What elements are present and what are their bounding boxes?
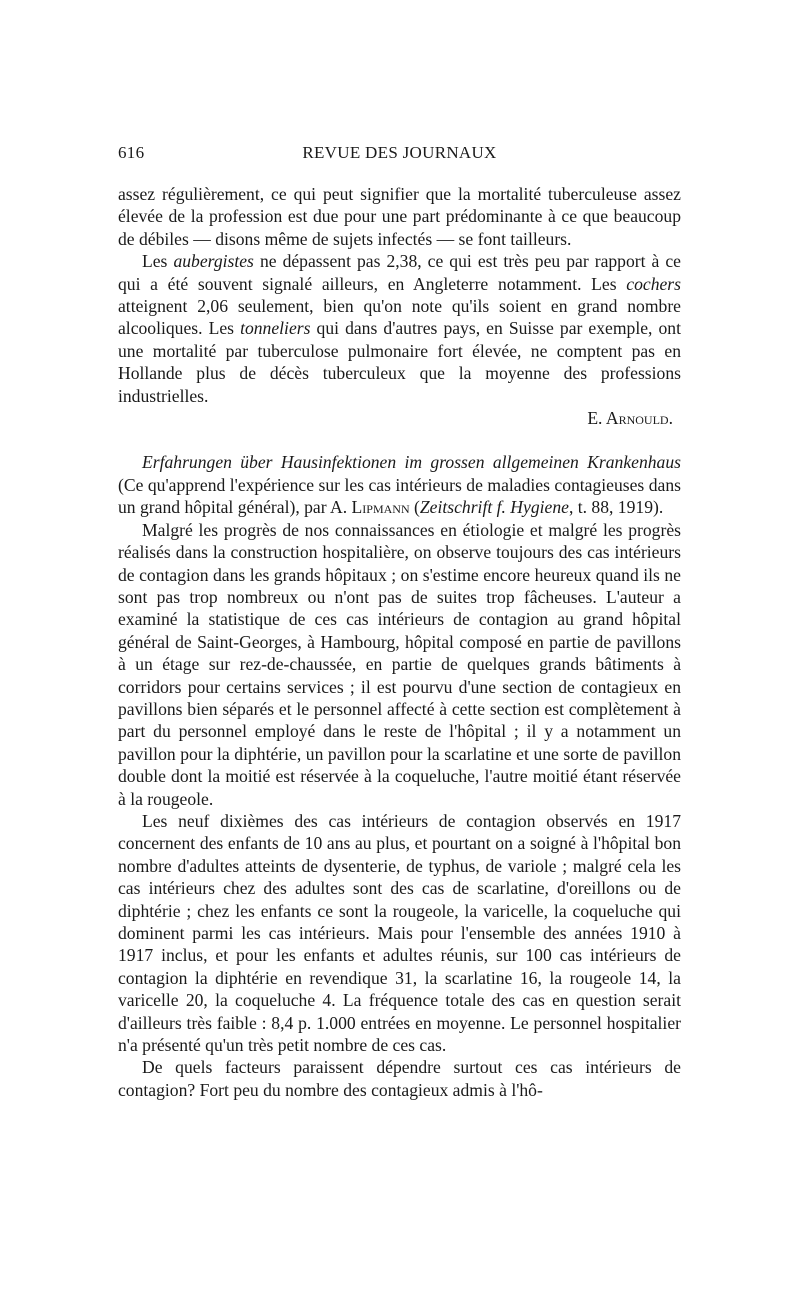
text-run: Les xyxy=(142,251,174,272)
review-paragraph-hospital: Malgré les progrès de nos connaissances en étiologie et malgré les progrès réalisés dans la construction hospitalière, on observe toujours des cas intérieurs de contagion dans les grands hôpitaux ; on s'estime encore heureux quand ils ne sont pas trop nombreux ou n'ont pas de suites trop fâcheuses. L'auteur a examiné la statistique de ces cas intérieurs de contagion au grand hôpital général de Saint-Georges, à Hambourg, hôpital composé en partie de pavillons à un étage sur rez-de-chaussée, en partie de quelques grands bâtiments à corridors pour certains services ; il est pourvu d'une section de contagieux en pavillons bien séparés et le personnel affecté à cette section est complètement à part du personnel employé dans le reste de l'hôpital ; il y a notamment un pavillon pour la diphtérie, un pavillon pour la scarlatine et une sorte de pavillon double dont la moitié est réservée à la coqueluche, l'autre moitié étant réservée à la rougeole. xyxy=(118,519,681,809)
article-title-french: (Ce qu'apprend l'expérience sur les cas intérieurs de maladies contagieuses dans un grand hôpital général), par A. xyxy=(118,474,681,518)
source-details: , t. 88, 1919). xyxy=(568,497,664,518)
review-paragraph-professions xyxy=(118,250,681,407)
text-run: ( xyxy=(409,497,420,518)
review-signature: E. Arnould. xyxy=(587,408,673,429)
emphasis-tonneliers: tonneliers xyxy=(240,318,311,339)
journal-page xyxy=(118,143,681,1101)
article-title-german: Erfahrungen über Hausinfektionen im grossen allgemeinen Krankenhaus xyxy=(142,452,681,473)
author-name: Lipmann xyxy=(351,497,410,518)
emphasis-aubergistes: aubergistes xyxy=(173,251,254,272)
page-number: 616 xyxy=(118,143,145,162)
review-paragraph-factors: De quels facteurs paraissent dépendre surtout ces cas intérieurs de contagion? Fort peu du nombre des contagieux admis à l'hô- xyxy=(118,1057,681,1100)
text-run: qui dans d'autres pays, en Suisse par exemple, ont une mortalité par tuberculose pulmonaire fort élevée, ne comptent pas en Hollande plus de décès tuberculeux que la moyenne des professions industrielles. xyxy=(118,318,681,406)
review-continuation-paragraph: assez régulièrement, ce qui peut signifier que la mortalité tuberculeuse assez élevée de la profession est due pour une part prédominante à ce que beaucoup de débiles — disons même de sujets infectés — se font tailleurs. xyxy=(118,184,681,249)
page-body xyxy=(118,183,681,1101)
emphasis-cochers: cochers xyxy=(626,273,681,294)
running-title: REVUE DES JOURNAUX xyxy=(302,143,497,162)
section-spacer xyxy=(118,429,681,451)
review-citation xyxy=(118,451,681,518)
review-paragraph-statistics: Les neuf dixièmes des cas intérieurs de contagion observés en 1917 concernent des enfants de 10 ans au plus, et pourtant on a soigné à l'hôpital bon nombre d'adultes atteints de dysenterie, de typhus, de variole ; malgré cela les cas intérieurs chez des adultes sont des cas de scarlatine, d'oreillons ou de diphtérie ; chez les enfants ce sont la rougeole, la varicelle, la coqueluche qui dominent parmi les cas intérieurs. Mais pour l'ensemble des années 1910 à 1917 inclus, et pour les enfants et adultes réunis, sur 100 cas intérieurs de contagion la diphtérie en revendique 31, la scarlatine 16, la rougeole 14, la varicelle 20, la coqueluche 4. La fréquence totale des cas en question serait d'ailleurs très faible : 8,4 p. 1.000 entrées en moyenne. Le personnel hospitalier n'a présenté qu'un très petit nombre de ces cas. xyxy=(118,810,681,1056)
text-run: ne dépassent pas 2,38, ce qui est très peu par rapport à ce qui a été souvent signalé ailleurs, en Angleterre notamment. Les xyxy=(118,251,681,294)
page-header xyxy=(118,143,681,169)
source-journal: Zeitschrift f. Hygiene xyxy=(419,497,569,518)
text-run: atteignent 2,06 seulement, bien qu'on note qu'ils soient en grand nombre alcooliques. Les xyxy=(118,296,681,339)
